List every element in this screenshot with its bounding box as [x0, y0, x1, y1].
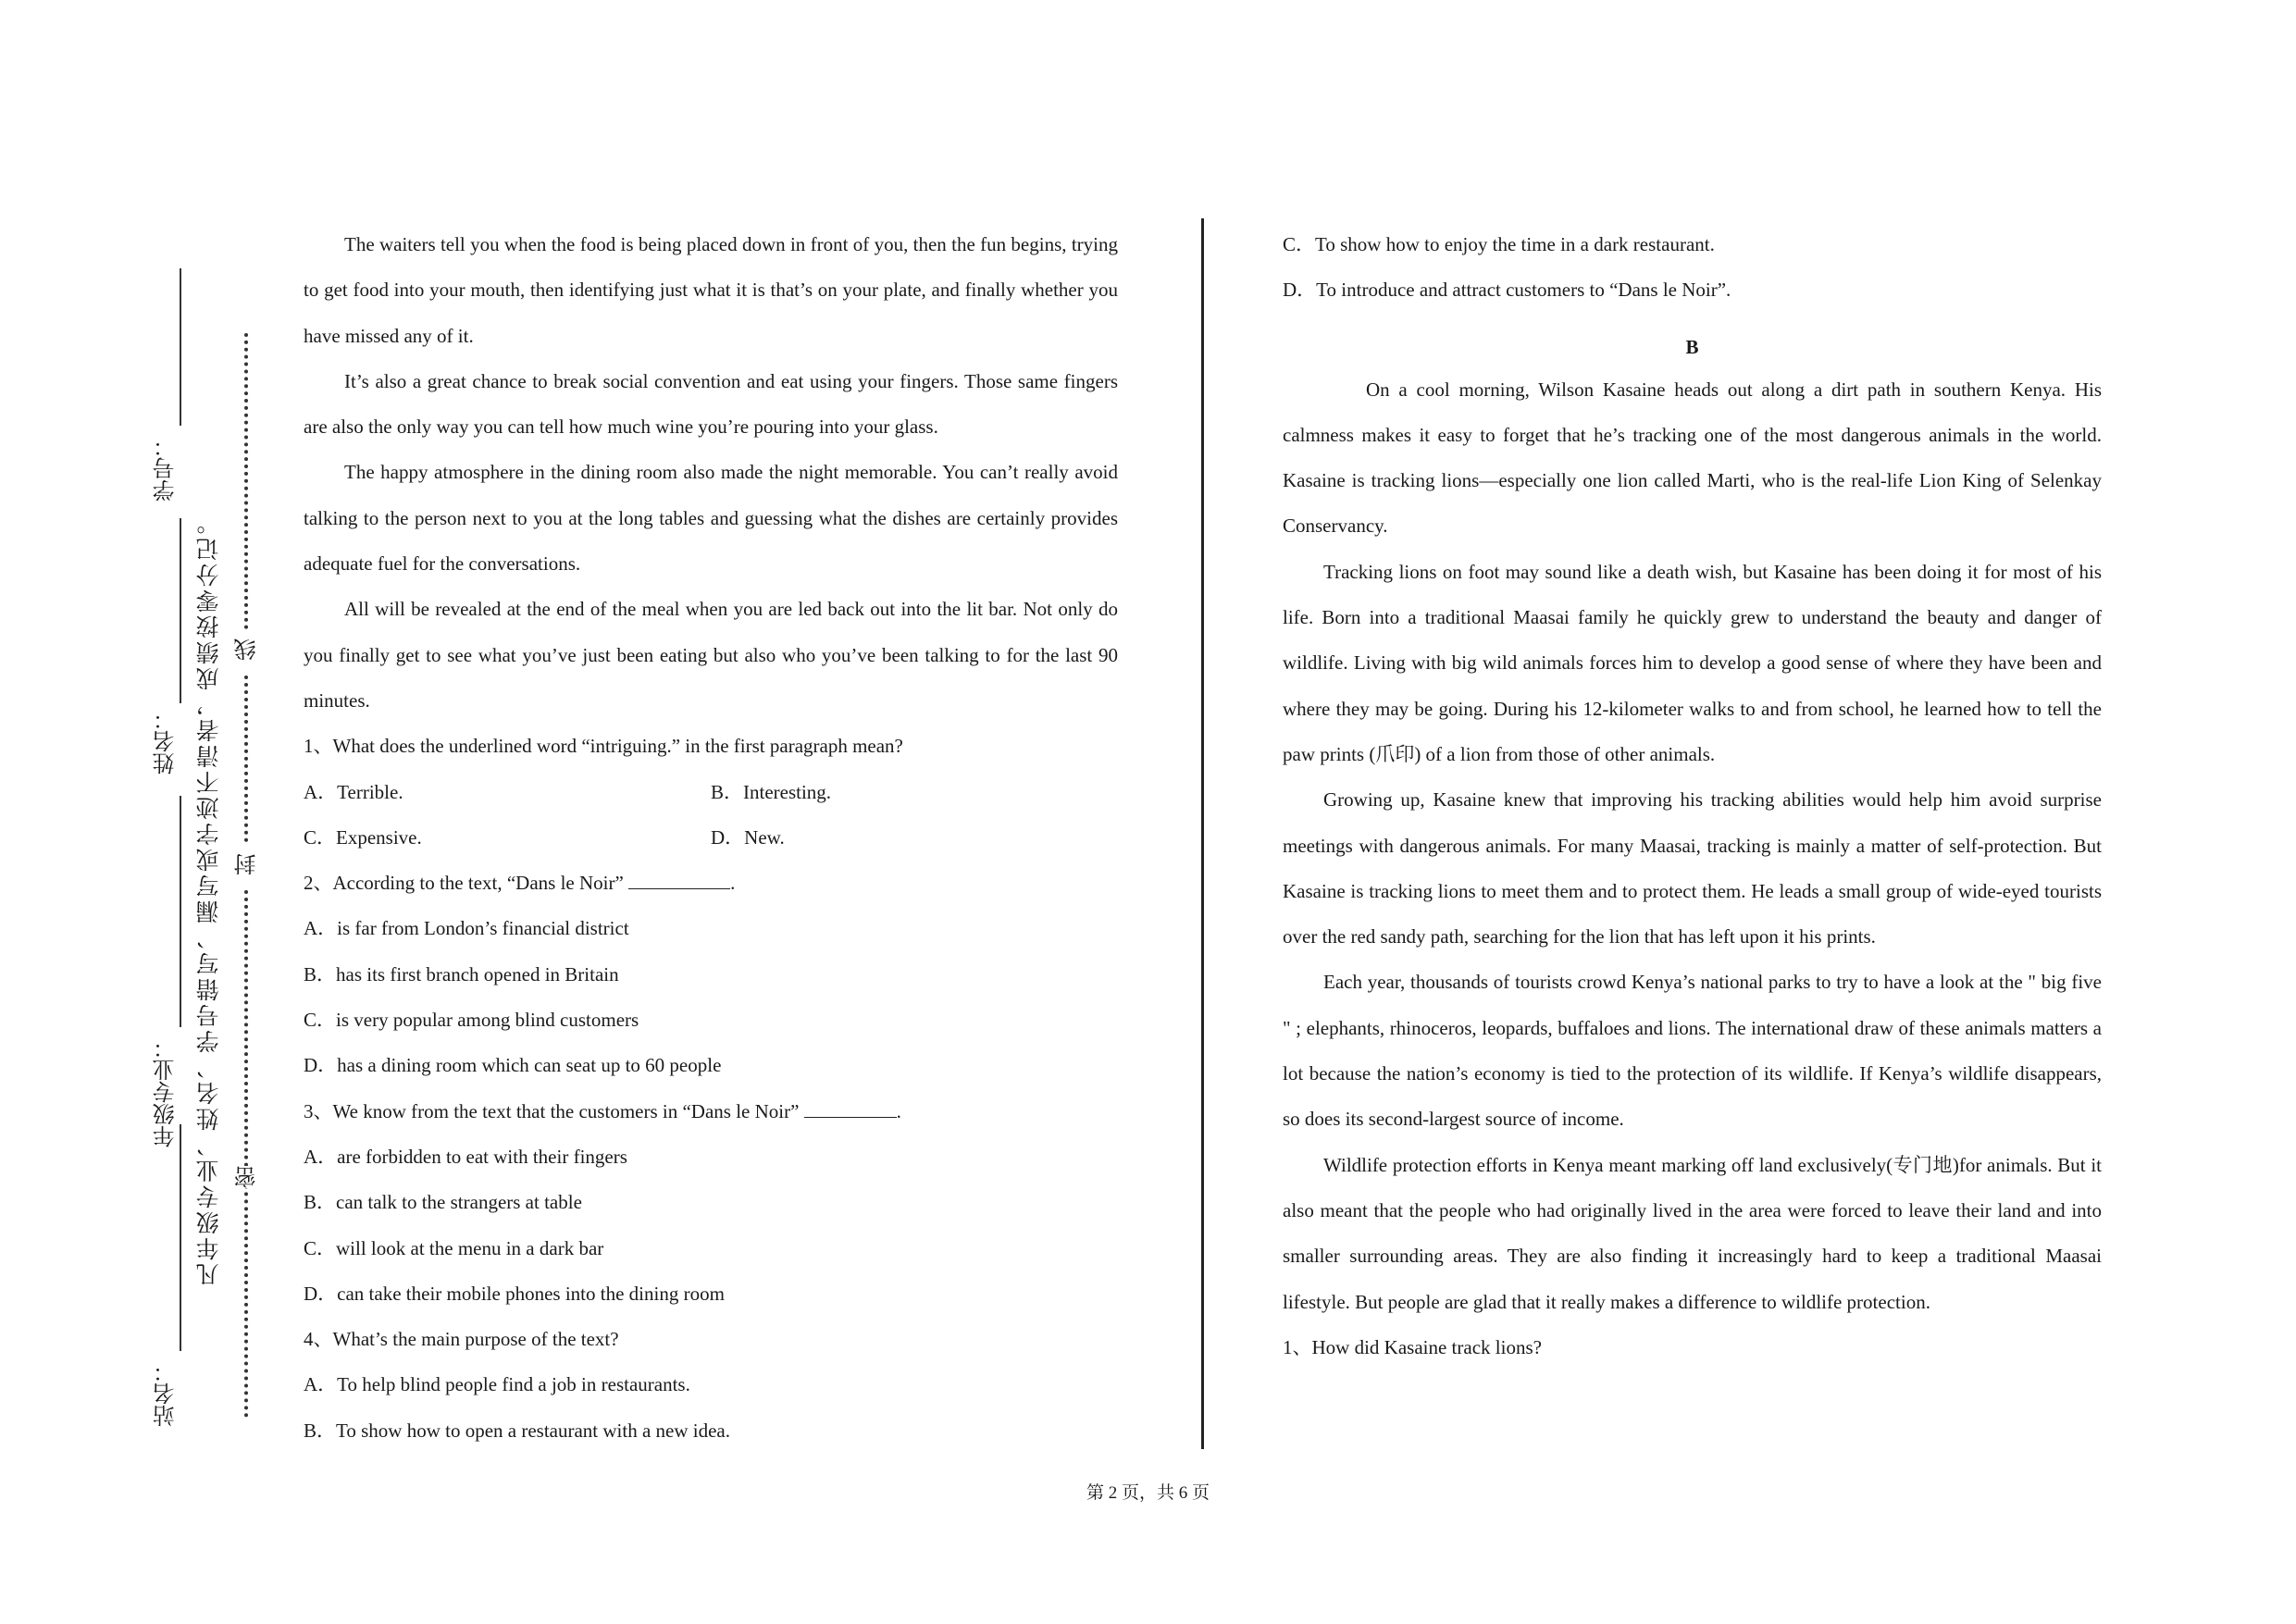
passage-paragraph: All will be revealed at the end of the meal when you are led back out into the lit bar. Not only do you finally get to see what you’ve just been eating but also who you’ve been talking to for the last 90 minutes. — [304, 598, 1118, 712]
option-d[interactable]: D．has a dining room which can seat up to 60 people — [304, 1054, 722, 1077]
option-b[interactable]: B．has its first branch opened in Britain — [304, 962, 619, 986]
answer-blank[interactable] — [804, 1098, 897, 1118]
option-d[interactable]: D．New. — [711, 825, 785, 849]
question-1-stem: 1、What does the underlined word “intriguing.” in the first paragraph mean? — [304, 735, 903, 758]
question-4-stem: 4、What’s the main purpose of the text? — [304, 1328, 619, 1351]
binding-notice: 凡年级专业、姓名、学号错写、漏写或字迹不清者，成绩按零分记。 — [197, 509, 222, 1286]
option-a[interactable]: A．is far from London’s financial district — [304, 917, 629, 940]
question-1-stem: 1、How did Kasaine track lions? — [1283, 1335, 1542, 1358]
option-a[interactable]: A．To help blind people find a job in restaurants. — [304, 1373, 690, 1396]
section-title: B — [1685, 335, 1699, 358]
column-divider — [1201, 218, 1204, 1449]
passage-paragraph: Wildlife protection efforts in Kenya meant marking off land exclusively(专门地)for animals. But it also meant that the people who had originally lived in the area were forced to leave their land and into smaller surrounding areas. They are also finding it increasingly hard to keep a traditional Maasai lifestyle. But people are glad that it really makes a difference to wildlife protection. — [1283, 1153, 2102, 1313]
seal-dotted-line — [244, 890, 248, 1418]
question-3-stem — [304, 1089, 1118, 1134]
option-c[interactable]: C．Expensive. — [304, 825, 422, 849]
passage-paragraph: The happy atmosphere in the dining room also made the night memorable. You can’t really avoid talking to the person next to you at the long tables and guessing what the dishes are certainly provides adequate fuel for the conversations. — [304, 461, 1118, 576]
seal-dotted-line — [244, 333, 248, 629]
option-d[interactable]: D．To introduce and attract customers to “Dans le Noir”. — [1283, 279, 1731, 302]
answer-blank[interactable] — [628, 870, 730, 889]
option-c[interactable]: C．To show how to enjoy the time in a dark restaurant. — [1283, 233, 1715, 255]
option-d[interactable]: D．can take their mobile phones into the dining room — [304, 1282, 725, 1305]
option-c[interactable]: C．will look at the menu in a dark bar — [304, 1236, 604, 1259]
name-line[interactable] — [180, 518, 181, 703]
option-b[interactable]: B．Interesting. — [711, 780, 832, 803]
grade-major-line[interactable] — [180, 796, 181, 1027]
right-column — [1283, 222, 2102, 1370]
passage-paragraph: Growing up, Kasaine knew that improving his tracking abilities would help him avoid surprise meetings with dangerous animals. For many Maasai, tracking is mainly a matter of self-protection. But Kasaine is tracking lions to meet them and to protect them. He leads a small group of wide-eyed tourists over the red sandy path, searching for the lion that has left upon it his prints. — [1283, 788, 2102, 948]
passage-paragraph: Tracking lions on foot may sound like a death wish, but Kasaine has been doing it for most of his life. Born into a traditional Maasai family he quickly grew to understand the beauty and danger of wildlife. Living with big wild animals forces him to develop a good sense of where they have been and where they may be going. During his 12-kilometer walks to and from school, he learned how to tell the paw prints (爪印) of a lion from those of other animals. — [1283, 560, 2102, 765]
seal-dotted-line — [244, 676, 248, 842]
station-name-line[interactable] — [180, 1124, 181, 1351]
question-1-options-row — [304, 815, 1118, 861]
station-name-label: 站名： — [155, 1360, 179, 1427]
question-2-stem — [304, 861, 1118, 906]
passage-paragraph: On a cool morning, Wilson Kasaine heads out along a dirt path in southern Kenya. His calmness makes it easy to forget that he’s tracking one of the most dangerous animals in the world. Kasaine is tracking lions—especially one lion called Marti, who is the real-life Lion King of Selenkay Conservancy. — [1283, 378, 2102, 538]
option-b[interactable]: B．To show how to open a restaurant with a new idea. — [304, 1419, 731, 1442]
seal-char-xian: 线 — [236, 638, 260, 661]
passage-paragraph: It’s also a great chance to break social convention and eat using your fingers. Those same fingers are also the only way you can tell how much wine you’re pouring into your glass. — [304, 369, 1118, 439]
student-id-line[interactable] — [180, 268, 181, 426]
passage-paragraph: The waiters tell you when the food is being placed down in front of you, then the fun begins, trying to get food into your mouth, then identifying just what it is that’s on your plate, and finally whether you have missed any of it. — [304, 233, 1118, 347]
seal-char-feng: 封 — [236, 853, 260, 875]
question-2-text: 2、According to the text, “Dans le Noir” — [304, 872, 629, 895]
grade-major-label: 年级专业： — [155, 1036, 179, 1147]
question-2-end: . — [730, 872, 736, 895]
left-column — [304, 222, 1118, 1454]
option-c[interactable]: C．is very popular among blind customers — [304, 1009, 639, 1032]
page-footer: 第 2 页，共 6 页 — [1086, 1483, 1210, 1503]
seal-char-mi: 密 — [236, 1166, 260, 1188]
question-3-text: 3、We know from the text that the customers in “Dans le Noir” — [304, 1099, 804, 1122]
option-b[interactable]: B．can talk to the strangers at table — [304, 1191, 582, 1214]
student-id-label: 学号： — [155, 435, 179, 502]
question-1-options-row — [304, 770, 1118, 815]
passage-paragraph: Each year, thousands of tourists crowd Kenya’s national parks to try to have a look at the " big five " ; elephants, rhinoceros, leopards, buffaloes and lions. The international draw of these animals matters a lot because the nation’s economy is tied to the protection of its wildlife. If Kenya’s wildlife disappears, so does its second-largest source of income. — [1283, 971, 2102, 1131]
question-3-end: . — [896, 1099, 901, 1122]
binding-margin — [139, 268, 268, 1444]
option-a[interactable]: A．are forbidden to eat with their fingers — [304, 1145, 627, 1168]
name-label: 姓名： — [155, 708, 179, 775]
option-a[interactable]: A．Terrible. — [304, 780, 403, 803]
